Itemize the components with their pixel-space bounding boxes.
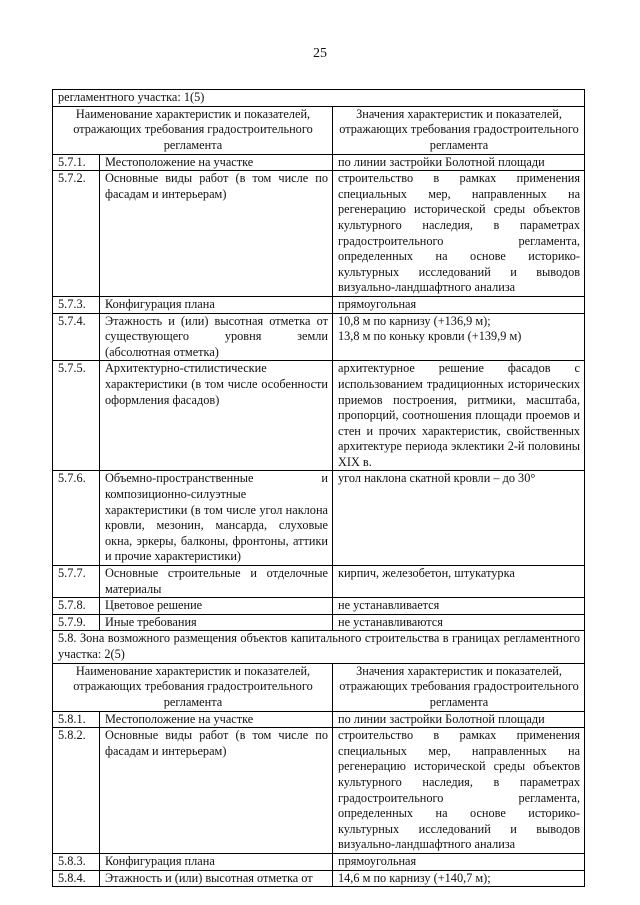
table-header-row [53, 106, 585, 154]
section-intro: 5.8. Зона возможного размещения объектов капитального строительства в границах регламентного участка: 2(5) [53, 631, 585, 663]
row-number: 5.7.1. [53, 154, 100, 171]
header-name-cell: Наименование характеристик и показателей, отражающих требования градостроительного регламента [53, 663, 333, 711]
table-row [53, 728, 585, 854]
table-row [53, 711, 585, 728]
table-row [53, 313, 585, 361]
table-header-row [53, 663, 585, 711]
section-intro-row [53, 90, 585, 107]
row-number: 5.7.2. [53, 171, 100, 297]
table-row [53, 471, 585, 566]
table-row [53, 598, 585, 615]
row-number: 5.7.9. [53, 614, 100, 631]
row-name: Конфигурация плана [100, 296, 333, 313]
table-row [53, 361, 585, 471]
row-value: прямоугольная [333, 853, 585, 870]
row-value: не устанавливается [333, 598, 585, 615]
table-row [53, 154, 585, 171]
table-row [53, 171, 585, 297]
regulation-table [52, 89, 585, 887]
header-value-cell: Значения характеристик и показателей, отражающих требования градостроительного регламента [333, 106, 585, 154]
row-value: кирпич, железобетон, штукатурка [333, 566, 585, 598]
row-name: Этажность и (или) высотная отметка от [100, 870, 333, 887]
row-name: Цветовое решение [100, 598, 333, 615]
row-value: угол наклона скатной кровли – до 30° [333, 471, 585, 566]
table-row [53, 870, 585, 887]
header-value-cell: Значения характеристик и показателей, отражающих требования градостроительного регламента [333, 663, 585, 711]
row-value: 14,6 м по карнизу (+140,7 м); [333, 870, 585, 887]
row-number: 5.8.3. [53, 853, 100, 870]
section-intro: регламентного участка: 1(5) [53, 90, 585, 107]
row-name: Конфигурация плана [100, 853, 333, 870]
row-number: 5.7.7. [53, 566, 100, 598]
row-number: 5.7.8. [53, 598, 100, 615]
row-number: 5.7.3. [53, 296, 100, 313]
row-name: Архитектурно-стилистические характеристики (в том числе особенности оформления фасадов) [100, 361, 333, 471]
row-value: строительство в рамках применения специальных мер, направленных на регенерацию исторической среды объектов культурного наследия, в параметрах градостроительного регламента, определенных на основе историко-культурных исследований и выводов визуально-ландшафтного анализа [333, 728, 585, 854]
row-value: 10,8 м по карнизу (+136,9 м); 13,8 м по коньку кровли (+139,9 м) [333, 313, 585, 361]
row-number: 5.7.6. [53, 471, 100, 566]
row-number: 5.8.1. [53, 711, 100, 728]
row-name: Основные виды работ (в том числе по фасадам и интерьерам) [100, 171, 333, 297]
row-value: строительство в рамках применения специальных мер, направленных на регенерацию исторической среды объектов культурного наследия, в параметрах градостроительного регламента, определенных на основе историко-культурных исследований и выводов визуально-ландшафтного анализа [333, 171, 585, 297]
row-value: архитектурное решение фасадов с использованием традиционных исторических приемов построения, ритмики, масштаба, пропорций, соотношения площади проемов и стен и прочих характеристик, свойственных архитектуре периода эклектики 2-й половины XIX в. [333, 361, 585, 471]
row-name: Местоположение на участке [100, 154, 333, 171]
row-number: 5.8.2. [53, 728, 100, 854]
row-name: Иные требования [100, 614, 333, 631]
table-row [53, 296, 585, 313]
row-name: Объемно-пространственные и композиционно-силуэтные характеристики (в том числе угол наклона кровли, мезонин, мансарда, слуховые окна, эркеры, балконы, фронтоны, аттики и прочие характеристики) [100, 471, 333, 566]
row-name: Этажность и (или) высотная отметка от существующего уровня земли (абсолютная отметка) [100, 313, 333, 361]
row-number: 5.7.5. [53, 361, 100, 471]
row-value: не устанавливаются [333, 614, 585, 631]
row-name: Местоположение на участке [100, 711, 333, 728]
row-value: по линии застройки Болотной площади [333, 711, 585, 728]
row-value: прямоугольная [333, 296, 585, 313]
table-row [53, 614, 585, 631]
table-row [53, 853, 585, 870]
row-name: Основные строительные и отделочные материалы [100, 566, 333, 598]
header-name-cell: Наименование характеристик и показателей, отражающих требования градостроительного регламента [53, 106, 333, 154]
row-number: 5.7.4. [53, 313, 100, 361]
page-number: 25 [313, 46, 327, 61]
row-value: по линии застройки Болотной площади [333, 154, 585, 171]
table-row [53, 566, 585, 598]
section-intro-row [53, 631, 585, 663]
row-name: Основные виды работ (в том числе по фасадам и интерьерам) [100, 728, 333, 854]
row-number: 5.8.4. [53, 870, 100, 887]
